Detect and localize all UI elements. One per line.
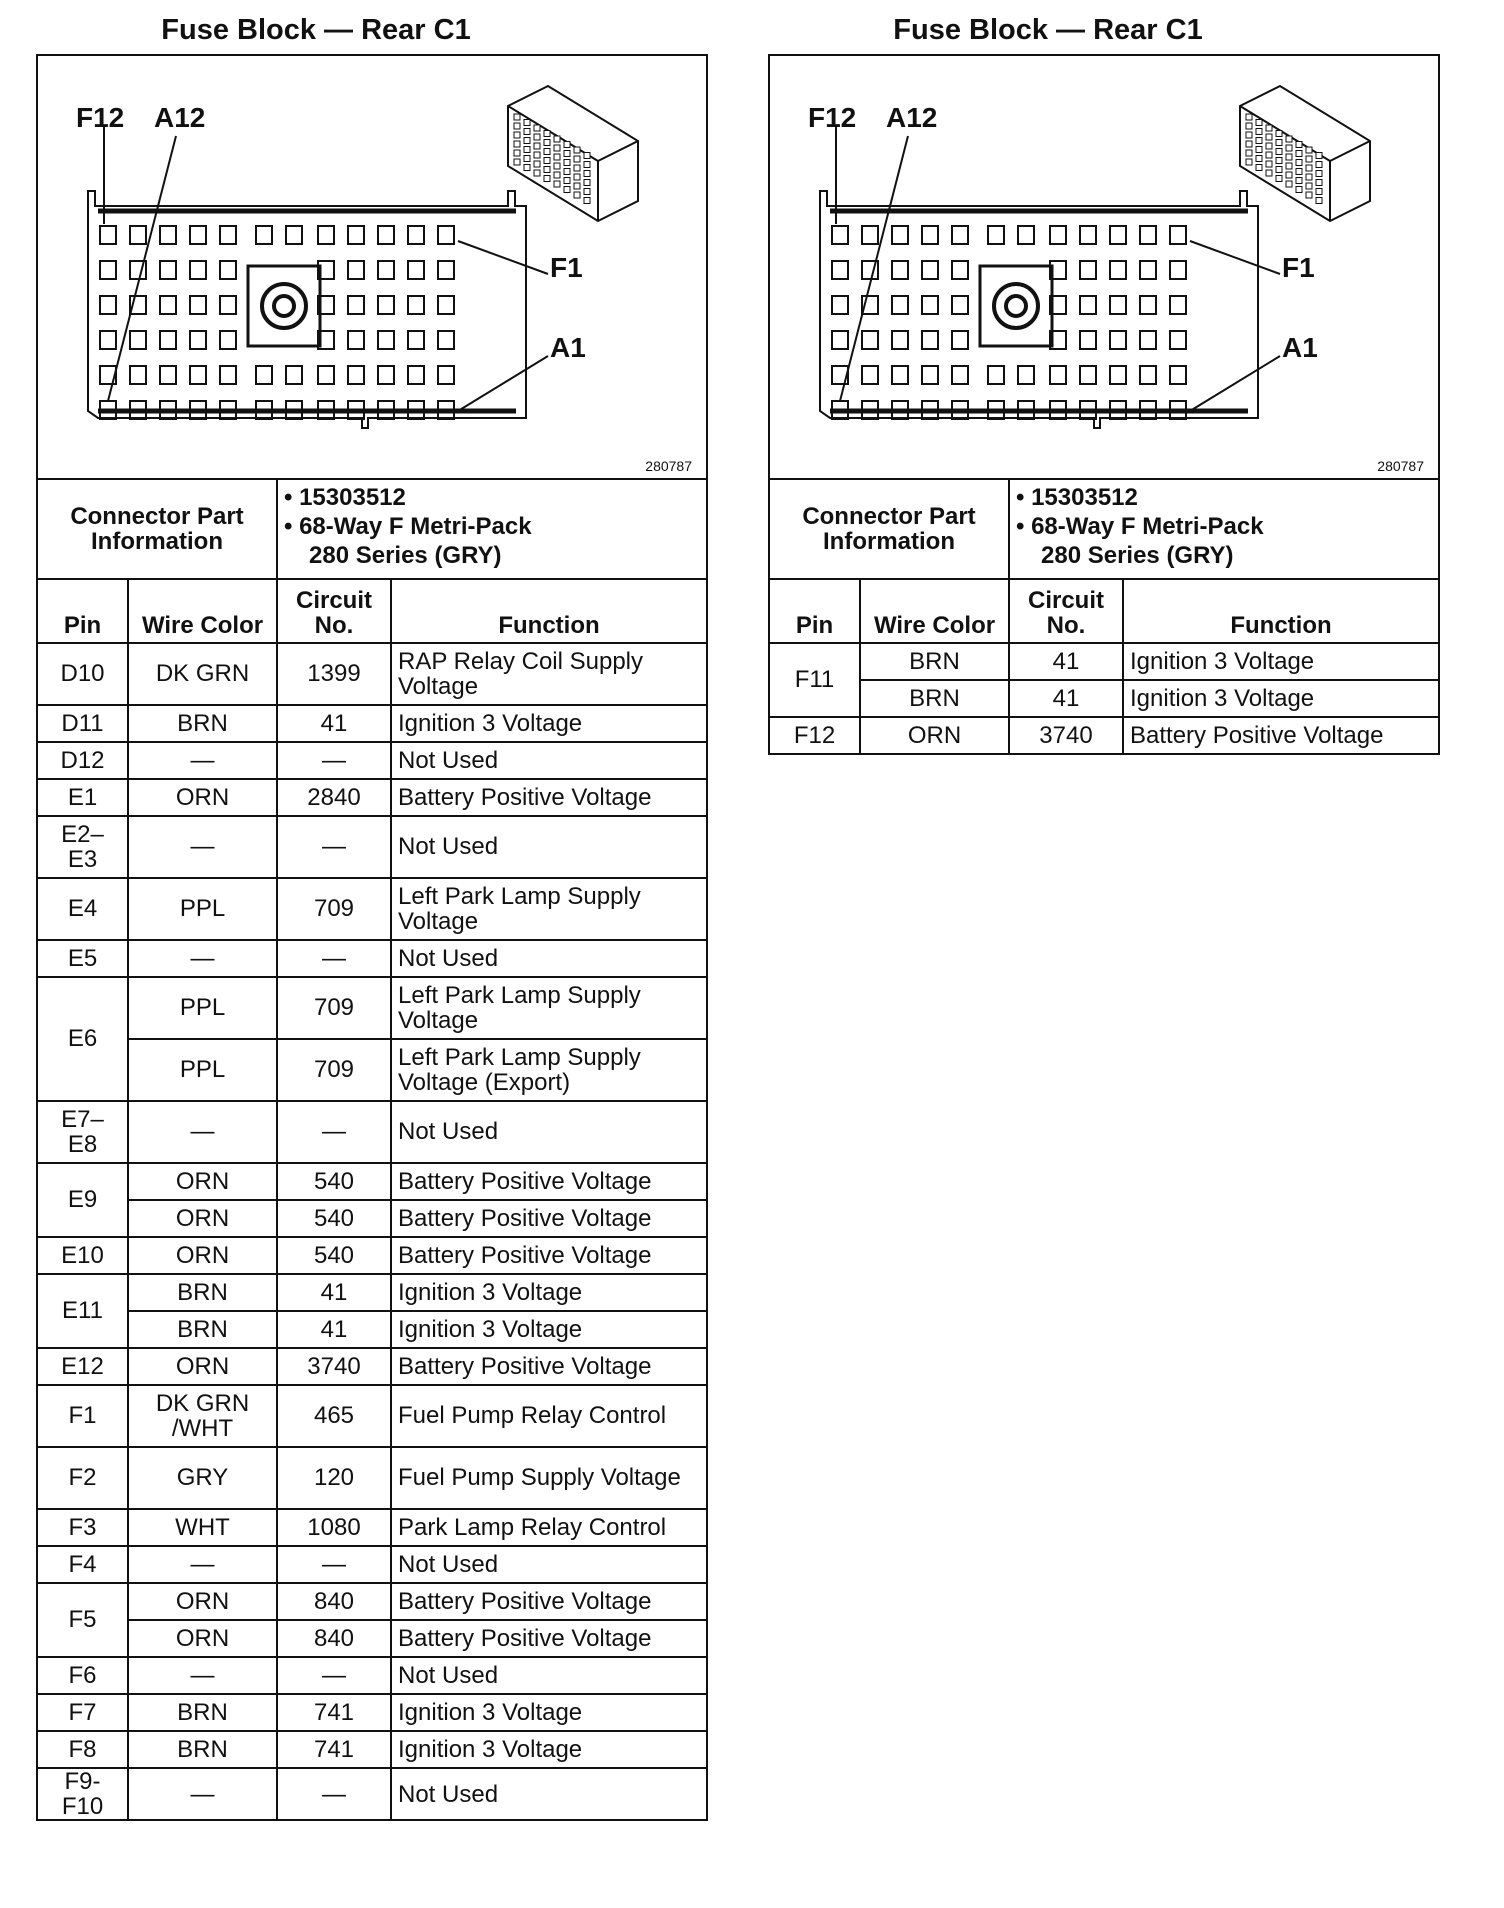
- function-cell: Left Park Lamp Supply Voltage (Export): [391, 1039, 707, 1101]
- pin-cavity: [348, 261, 364, 279]
- part-desc-2: 280 Series (GRY): [309, 541, 502, 569]
- wire-color-cell: DK GRN /WHT: [128, 1385, 277, 1447]
- pinout-table: [768, 578, 1440, 755]
- pin-cell: E1: [37, 779, 128, 816]
- wire-color-cell: PPL: [128, 977, 277, 1039]
- connector-part-details: [277, 479, 707, 579]
- circuit-cell: 540: [277, 1200, 391, 1237]
- figure-id: 280787: [1377, 458, 1424, 474]
- pin-cavity: [832, 331, 848, 349]
- pin-cavity: [408, 226, 424, 244]
- pin-cavity: [408, 331, 424, 349]
- wire-color-cell: —: [128, 816, 277, 878]
- connector-drawing: [38, 56, 706, 480]
- pinout-table-wrap: [768, 478, 1440, 755]
- function-cell: Battery Positive Voltage: [391, 1620, 707, 1657]
- wire-color-cell: —: [128, 742, 277, 779]
- pin-cavity: [922, 296, 938, 314]
- header-function: Function: [1123, 579, 1439, 643]
- connector-perspective: [1240, 86, 1370, 221]
- pin-cavity: [1140, 331, 1156, 349]
- pinout-table: [36, 578, 708, 1821]
- pin-cavity: [832, 226, 848, 244]
- wire-color-cell: DK GRN: [128, 643, 277, 705]
- pin-cavity: [922, 261, 938, 279]
- circuit-cell: 709: [277, 977, 391, 1039]
- pin-cavity: [160, 366, 176, 384]
- pin-cell: D10: [37, 643, 128, 705]
- connector-part-label: Connector Part Information: [769, 479, 1009, 579]
- pin-cell: F11: [769, 643, 860, 717]
- label-f12: F12: [76, 102, 125, 133]
- circuit-cell: 1399: [277, 643, 391, 705]
- pinout-table-wrap: [36, 478, 708, 1821]
- circuit-cell: 41: [277, 1274, 391, 1311]
- pin-cavity: [892, 226, 908, 244]
- function-cell: Battery Positive Voltage: [1123, 717, 1439, 754]
- pin-cavity: [892, 296, 908, 314]
- pin-cell: E9: [37, 1163, 128, 1237]
- pin-cavity: [408, 261, 424, 279]
- pin-cell: E2– E3: [37, 816, 128, 878]
- pin-cavity: [1170, 261, 1186, 279]
- diagram-box: [768, 54, 1440, 480]
- wire-color-cell: ORN: [128, 1348, 277, 1385]
- part-number: 15303512: [299, 484, 406, 511]
- part-number: 15303512: [1031, 484, 1138, 511]
- function-cell: Not Used: [391, 1768, 707, 1820]
- pin-cavity: [220, 366, 236, 384]
- function-cell: Left Park Lamp Supply Voltage: [391, 977, 707, 1039]
- wire-color-cell: ORN: [128, 1237, 277, 1274]
- circuit-cell: —: [277, 816, 391, 878]
- pin-cavity: [1140, 261, 1156, 279]
- function-cell: Battery Positive Voltage: [391, 1348, 707, 1385]
- leader-a12: [108, 136, 176, 401]
- latch-ring: [262, 284, 306, 328]
- pin-cavity: [862, 226, 878, 244]
- pin-cell: F6: [37, 1657, 128, 1694]
- pin-cell: E11: [37, 1274, 128, 1348]
- circuit-cell: 709: [277, 878, 391, 940]
- wire-color-cell: —: [128, 1101, 277, 1163]
- figure-id: 280787: [645, 458, 692, 474]
- pin-cavity: [348, 296, 364, 314]
- pin-cavity: [348, 366, 364, 384]
- pin-cavity: [286, 226, 302, 244]
- pin-cell: E4: [37, 878, 128, 940]
- label-a12: A12: [886, 102, 938, 133]
- wire-color-cell: ORN: [128, 1620, 277, 1657]
- pin-cavity: [220, 331, 236, 349]
- function-cell: Ignition 3 Voltage: [391, 1311, 707, 1348]
- pin-cell: F12: [769, 717, 860, 754]
- circuit-cell: 2840: [277, 779, 391, 816]
- wire-color-cell: BRN: [128, 1311, 277, 1348]
- pin-cavity: [1080, 366, 1096, 384]
- circuit-cell: —: [277, 1657, 391, 1694]
- pin-cavity: [100, 261, 116, 279]
- pin-cavity: [160, 226, 176, 244]
- part-desc-2: 280 Series (GRY): [1041, 541, 1234, 569]
- pin-cavity: [190, 331, 206, 349]
- wire-color-cell: —: [128, 1768, 277, 1820]
- connector-info-table: [36, 478, 708, 580]
- pin-cavity: [1110, 296, 1126, 314]
- wire-color-cell: ORN: [128, 779, 277, 816]
- circuit-cell: 41: [277, 1311, 391, 1348]
- pin-cavity: [348, 226, 364, 244]
- function-cell: Ignition 3 Voltage: [1123, 643, 1439, 680]
- leader-a1: [1190, 356, 1280, 411]
- connector-perspective: [508, 86, 638, 221]
- pin-cavity: [988, 226, 1004, 244]
- circuit-cell: 465: [277, 1385, 391, 1447]
- pin-cavity: [1170, 296, 1186, 314]
- part-number-line: • 15303512: [284, 484, 406, 511]
- wire-color-cell: ORN: [128, 1200, 277, 1237]
- wire-color-cell: WHT: [128, 1509, 277, 1546]
- header-circuit-no: Circuit No.: [277, 579, 391, 643]
- diagram-box: [36, 54, 708, 480]
- function-cell: Not Used: [391, 1101, 707, 1163]
- connector-info-table: [768, 478, 1440, 580]
- pin-cavity: [438, 331, 454, 349]
- circuit-cell: —: [277, 1768, 391, 1820]
- wire-color-cell: GRY: [128, 1447, 277, 1509]
- wire-color-cell: BRN: [860, 680, 1009, 717]
- pin-cell: F7: [37, 1694, 128, 1731]
- pin-cavity: [832, 261, 848, 279]
- pin-cavity: [952, 261, 968, 279]
- pin-cavity: [952, 366, 968, 384]
- function-cell: Not Used: [391, 1657, 707, 1694]
- pin-cavity: [100, 226, 116, 244]
- pin-cavity: [1050, 366, 1066, 384]
- pin-cavity: [408, 366, 424, 384]
- pin-cell: F2: [37, 1447, 128, 1509]
- circuit-cell: 540: [277, 1237, 391, 1274]
- wire-color-cell: —: [128, 940, 277, 977]
- function-cell: Not Used: [391, 742, 707, 779]
- wire-color-cell: —: [128, 1546, 277, 1583]
- circuit-cell: 41: [1009, 643, 1123, 680]
- pin-cavity: [378, 331, 394, 349]
- pin-cavity: [190, 261, 206, 279]
- connector-part-label: Connector Part Information: [37, 479, 277, 579]
- header-pin: Pin: [37, 579, 128, 643]
- part-desc-1: 68-Way F Metri-Pack: [299, 512, 532, 540]
- leader-a12: [840, 136, 908, 401]
- wire-color-cell: BRN: [128, 705, 277, 742]
- pin-cavity: [100, 331, 116, 349]
- pin-cell: D12: [37, 742, 128, 779]
- pin-cell: F3: [37, 1509, 128, 1546]
- pin-cavity: [130, 331, 146, 349]
- pin-cavity: [1080, 226, 1096, 244]
- center-latch: [248, 266, 320, 346]
- pin-cavity: [1080, 331, 1096, 349]
- pin-cavity: [1018, 366, 1034, 384]
- label-f1: F1: [1282, 252, 1315, 283]
- header-pin: Pin: [769, 579, 860, 643]
- part-desc-1: 68-Way F Metri-Pack: [1031, 512, 1264, 540]
- circuit-cell: —: [277, 1101, 391, 1163]
- pin-cavity: [438, 226, 454, 244]
- circuit-cell: 41: [1009, 680, 1123, 717]
- wire-color-cell: ORN: [128, 1163, 277, 1200]
- pin-cavity: [922, 331, 938, 349]
- function-cell: Fuel Pump Supply Voltage: [391, 1447, 707, 1509]
- pin-cell: F8: [37, 1731, 128, 1768]
- wire-color-cell: BRN: [128, 1274, 277, 1311]
- wire-color-cell: PPL: [128, 1039, 277, 1101]
- function-cell: Ignition 3 Voltage: [391, 1694, 707, 1731]
- function-cell: Not Used: [391, 816, 707, 878]
- pin-cavity: [892, 261, 908, 279]
- function-cell: Battery Positive Voltage: [391, 1200, 707, 1237]
- pin-cavity: [862, 331, 878, 349]
- wire-color-cell: ORN: [128, 1583, 277, 1620]
- circuit-cell: 741: [277, 1731, 391, 1768]
- pin-cell: F9-F10: [37, 1768, 128, 1820]
- pin-cavity: [892, 331, 908, 349]
- leader-f1: [1190, 241, 1280, 274]
- circuit-cell: 840: [277, 1620, 391, 1657]
- function-cell: Battery Positive Voltage: [391, 1237, 707, 1274]
- wire-color-cell: BRN: [128, 1731, 277, 1768]
- latch-hole: [1006, 296, 1026, 316]
- pin-cavity: [1140, 296, 1156, 314]
- circuit-cell: —: [277, 1546, 391, 1583]
- function-cell: Ignition 3 Voltage: [391, 705, 707, 742]
- pin-cavity: [952, 331, 968, 349]
- pin-cavity: [438, 261, 454, 279]
- pin-cell: E7– E8: [37, 1101, 128, 1163]
- pin-cavity: [892, 366, 908, 384]
- circuit-cell: 3740: [277, 1348, 391, 1385]
- circuit-cell: 741: [277, 1694, 391, 1731]
- pin-cavity: [378, 226, 394, 244]
- function-cell: Battery Positive Voltage: [391, 1583, 707, 1620]
- part-desc-line: • 68-Way F Metri-Pack: [1016, 512, 1264, 540]
- pin-cavity: [1110, 261, 1126, 279]
- pin-cavity: [100, 296, 116, 314]
- connector-part-details: [1009, 479, 1439, 579]
- pin-cavity: [988, 366, 1004, 384]
- label-a1: A1: [550, 332, 586, 363]
- circuit-cell: 840: [277, 1583, 391, 1620]
- pin-cell: D11: [37, 705, 128, 742]
- circuit-cell: —: [277, 742, 391, 779]
- circuit-cell: —: [277, 940, 391, 977]
- leader-f1: [458, 241, 548, 274]
- label-a12: A12: [154, 102, 206, 133]
- pin-cavity: [286, 366, 302, 384]
- pin-cell: F5: [37, 1583, 128, 1657]
- header-wire-color: Wire Color: [128, 579, 277, 643]
- wire-color-cell: PPL: [128, 878, 277, 940]
- pin-cavity: [1110, 226, 1126, 244]
- pin-cavity: [1050, 226, 1066, 244]
- connector-face-illustration: [770, 56, 1438, 478]
- pin-cavity: [220, 296, 236, 314]
- pin-cavity: [190, 226, 206, 244]
- function-cell: Park Lamp Relay Control: [391, 1509, 707, 1546]
- pin-cavity: [160, 296, 176, 314]
- connector-face-illustration: [38, 56, 706, 478]
- pin-cavity: [832, 296, 848, 314]
- label-f1: F1: [550, 252, 583, 283]
- wire-color-cell: ORN: [860, 717, 1009, 754]
- header-function: Function: [391, 579, 707, 643]
- header-wire-color: Wire Color: [860, 579, 1009, 643]
- function-cell: Ignition 3 Voltage: [391, 1731, 707, 1768]
- circuit-cell: 1080: [277, 1509, 391, 1546]
- pin-cavity: [1170, 331, 1186, 349]
- pin-cavity: [190, 366, 206, 384]
- pin-cavity: [160, 261, 176, 279]
- pin-cavity: [256, 366, 272, 384]
- pin-cavity: [1170, 366, 1186, 384]
- pin-cavity: [922, 366, 938, 384]
- part-number-line: • 15303512: [1016, 484, 1138, 511]
- pin-cell: F1: [37, 1385, 128, 1447]
- center-latch: [980, 266, 1052, 346]
- pin-cavity: [952, 226, 968, 244]
- function-cell: Battery Positive Voltage: [391, 1163, 707, 1200]
- pin-cavity: [348, 331, 364, 349]
- latch-ring: [994, 284, 1038, 328]
- connector-drawing: [770, 56, 1438, 480]
- pin-cavity: [318, 366, 334, 384]
- pin-cell: E10: [37, 1237, 128, 1274]
- pin-cavity: [318, 226, 334, 244]
- pin-cavity: [952, 296, 968, 314]
- wire-color-cell: BRN: [128, 1694, 277, 1731]
- pin-cavity: [1140, 366, 1156, 384]
- circuit-cell: 120: [277, 1447, 391, 1509]
- pin-cell: E12: [37, 1348, 128, 1385]
- pin-cavity: [130, 226, 146, 244]
- pin-cell: E5: [37, 940, 128, 977]
- pin-cavity: [378, 296, 394, 314]
- pin-cavity: [220, 261, 236, 279]
- pin-cavity: [130, 366, 146, 384]
- pin-cavity: [1140, 226, 1156, 244]
- function-cell: RAP Relay Coil Supply Voltage: [391, 643, 707, 705]
- function-cell: Ignition 3 Voltage: [1123, 680, 1439, 717]
- function-cell: Not Used: [391, 1546, 707, 1583]
- function-cell: Battery Positive Voltage: [391, 779, 707, 816]
- circuit-cell: 709: [277, 1039, 391, 1101]
- function-cell: Ignition 3 Voltage: [391, 1274, 707, 1311]
- pin-cavity: [1080, 296, 1096, 314]
- function-cell: Left Park Lamp Supply Voltage: [391, 878, 707, 940]
- pin-cavity: [438, 366, 454, 384]
- panel-title: Fuse Block — Rear C1: [893, 14, 1203, 46]
- pin-cell: F4: [37, 1546, 128, 1583]
- label-f12: F12: [808, 102, 857, 133]
- pin-cavity: [378, 366, 394, 384]
- label-a1: A1: [1282, 332, 1318, 363]
- header-circuit-no: Circuit No.: [1009, 579, 1123, 643]
- circuit-cell: 540: [277, 1163, 391, 1200]
- pin-cavity: [1170, 226, 1186, 244]
- pin-cavity: [1080, 261, 1096, 279]
- leader-a1: [458, 356, 548, 411]
- pin-cavity: [1110, 331, 1126, 349]
- pin-cavity: [190, 296, 206, 314]
- pin-cell: E6: [37, 977, 128, 1101]
- latch-hole: [274, 296, 294, 316]
- circuit-cell: 3740: [1009, 717, 1123, 754]
- pin-cavity: [862, 366, 878, 384]
- pin-cavity: [1018, 226, 1034, 244]
- wire-color-cell: —: [128, 1657, 277, 1694]
- pin-cavity: [1110, 366, 1126, 384]
- panel-title: Fuse Block — Rear C1: [161, 14, 471, 46]
- circuit-cell: 41: [277, 705, 391, 742]
- pin-cavity: [438, 296, 454, 314]
- pin-cavity: [922, 226, 938, 244]
- function-cell: Not Used: [391, 940, 707, 977]
- pin-cavity: [378, 261, 394, 279]
- part-desc-line: • 68-Way F Metri-Pack: [284, 512, 532, 540]
- pin-cavity: [160, 331, 176, 349]
- wire-color-cell: BRN: [860, 643, 1009, 680]
- pin-cavity: [408, 296, 424, 314]
- pin-cavity: [256, 226, 272, 244]
- function-cell: Fuel Pump Relay Control: [391, 1385, 707, 1447]
- pin-cavity: [220, 226, 236, 244]
